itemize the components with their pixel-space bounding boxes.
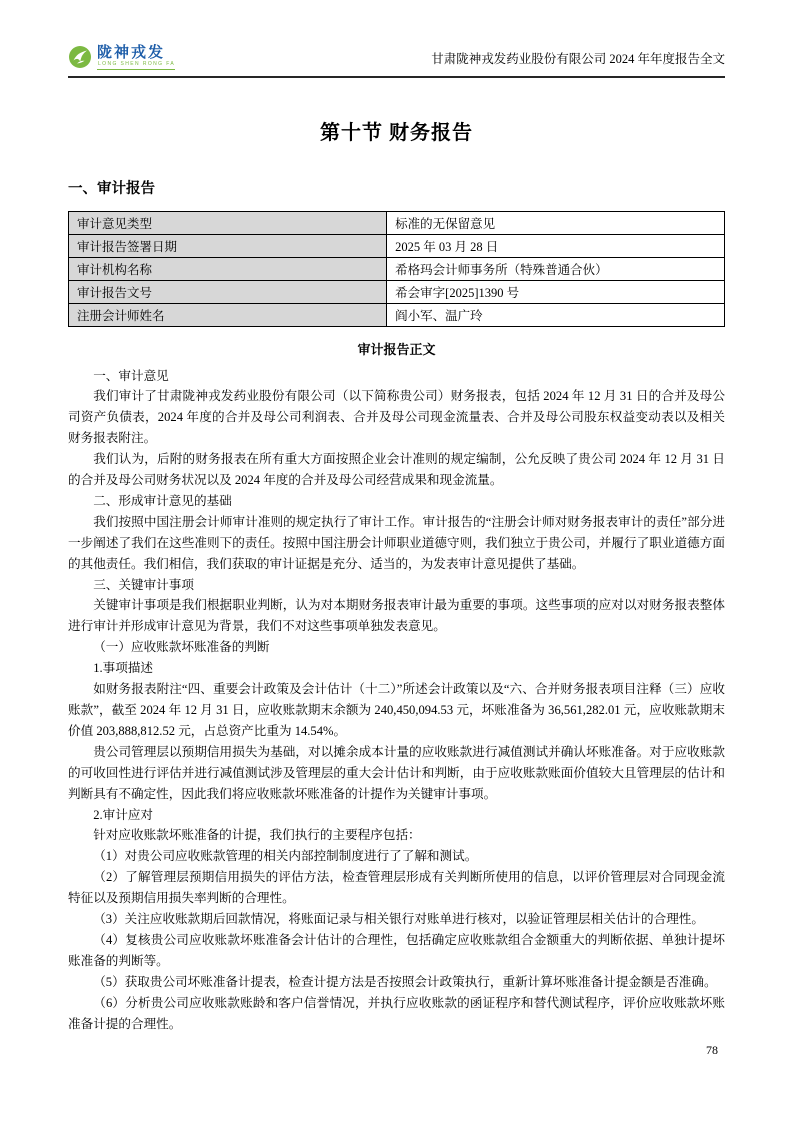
audit-summary-table-body xyxy=(69,211,725,326)
paragraph: 我们审计了甘肃陇神戎发药业股份有限公司（以下简称贵公司）财务报表，包括 2024 年 12 月 31 日的合并及母公司资产负债表，2024 年度的合并及母公司利润表、合并及母公司现金流量表、合并及母公司股东权益变动表以及相关财务报表附注。 xyxy=(68,389,725,446)
table-row xyxy=(69,211,725,234)
row-label: 审计报告文号 xyxy=(69,280,387,303)
paragraph: （6）分析贵公司应收账款账龄和客户信誉情况，并执行应收账款的函证程序和替代测试程序，评价应收账款坏账准备计提的合理性。 xyxy=(68,995,725,1031)
paragraph: 一、审计意见 xyxy=(93,368,169,383)
row-label: 注册会计师姓名 xyxy=(69,303,387,326)
row-value: 希格玛会计师事务所（特殊普通合伙） xyxy=(387,257,725,280)
table-row xyxy=(69,257,725,280)
paragraph: （3）关注应收账款期后回款情况，将账面记录与相关银行对账单进行核对，以验证管理层相关估计的合理性。 xyxy=(93,912,704,927)
table-row xyxy=(69,280,725,303)
logo-name-en: LONG SHEN RONG FA xyxy=(97,60,175,70)
paragraph: （一）应收账款坏账准备的判断 xyxy=(93,640,270,655)
table-row xyxy=(69,303,725,326)
section-heading-audit-report: 一、审计报告 xyxy=(68,180,155,197)
page-header xyxy=(68,0,725,78)
paragraph: 我们按照中国注册会计师审计准则的规定执行了审计工作。审计报告的“注册会计师对财务报表审计的责任”部分进一步阐述了我们在这些准则下的责任。按照中国注册会计师职业道德守则，我们独立于贵公司，并履行了职业道德方面的其他责任。我们相信，我们获取的审计证据是充分、适当的，为发表审计意见提供了基础。 xyxy=(68,514,725,571)
paragraph: （1）对贵公司应收账款管理的相关内部控制制度进行了了解和测试。 xyxy=(93,849,478,864)
logo-text xyxy=(97,45,175,70)
row-label: 审计意见类型 xyxy=(69,211,387,234)
paragraph: 如财务报表附注“四、重要会计政策及会计估计（十二）”所述会计政策以及“六、合并财务报表项目注释（三）应收账款”，截至 2024 年 12 月 31 日，应收账款期末余额为 240,450,094.53 元，坏账准备为 36,561,282.01 元，应收账款期末价值 203,888,812.52 元，占总资产比重为 14.54%。 xyxy=(68,682,725,738)
page-number: 78 xyxy=(706,1043,718,1057)
paragraph: 贵公司管理层以预期信用损失为基础，对以摊余成本计量的应收账款进行减值测试并确认坏账准备。对于应收账款的可收回性进行评估并进行减值测试涉及管理层的重大会计估计和判断，由于应收账款账面价值较大且管理层的估计和判断具有不确定性，因此我们将应收账款坏账准备的计提作为关键审计事项。 xyxy=(68,744,725,801)
page-title: 第十节 财务报告 xyxy=(320,121,473,144)
logo-name-cn: 陇神戎发 xyxy=(97,44,166,61)
paragraph: 针对应收账款坏账准备的计提，我们执行的主要程序包括： xyxy=(93,828,421,843)
row-value: 2025 年 03 月 28 日 xyxy=(387,234,725,257)
paragraph: 三、关键审计事项 xyxy=(93,577,194,592)
paragraph: （5）获取贵公司坏账准备计提表，检查计提方法是否按照会计政策执行，重新计算坏账准备计提金额是否准确。 xyxy=(93,974,717,989)
report-body xyxy=(68,366,725,1035)
row-label: 审计报告签署日期 xyxy=(69,234,387,257)
paragraph: （2）了解管理层预期信用损失的评估方法，检查管理层形成有关判断所使用的信息，以评价管理层对合同现金流特征以及预期信用损失率判断的合理性。 xyxy=(68,870,725,906)
body-title: 审计报告正文 xyxy=(357,341,436,357)
audit-summary-table xyxy=(68,211,725,327)
row-value: 希会审字[2025]1390 号 xyxy=(387,280,725,303)
paragraph: 2.审计应对 xyxy=(93,807,154,822)
paragraph: 二、形成审计意见的基础 xyxy=(93,493,232,508)
row-value: 标准的无保留意见 xyxy=(387,211,725,234)
paragraph: 我们认为，后附的财务报表在所有重大方面按照企业会计准则的规定编制，公允反映了贵公司 2024 年 12 月 31 日的合并及母公司财务状况以及 2024 年度的合并及母公司经营成果和现金流量。 xyxy=(68,452,725,488)
table-row xyxy=(69,234,725,257)
company-logo xyxy=(68,45,175,70)
paragraph: 1.事项描述 xyxy=(93,661,154,676)
paragraph: （4）复核贵公司应收账款坏账准备会计估计的合理性，包括确定应收账款组合金额重大的判断依据、单独计提坏账准备的判断等。 xyxy=(68,932,725,968)
header-doc-title: 甘肃陇神戎发药业股份有限公司 2024 年年度报告全文 xyxy=(431,51,725,66)
row-value: 阎小军、温广玲 xyxy=(387,303,725,326)
row-label: 审计机构名称 xyxy=(69,257,387,280)
logo-icon xyxy=(68,45,92,69)
paragraph: 关键审计事项是我们根据职业判断，认为对本期财务报表审计最为重要的事项。这些事项的应对以对财务报表整体进行审计并形成审计意见为背景，我们不对这些事项单独发表意见。 xyxy=(68,598,725,634)
